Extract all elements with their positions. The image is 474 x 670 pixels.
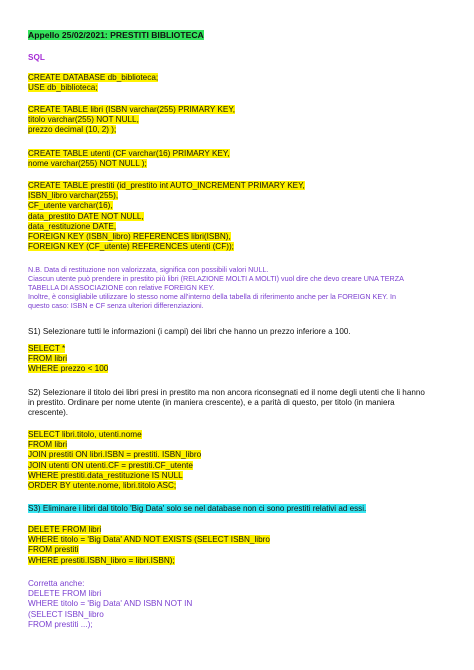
answer-s3-block: [28, 525, 454, 566]
code-line: WHERE prezzo < 100: [28, 364, 109, 374]
code-line: SELECT *: [28, 344, 66, 353]
question-s2-line: crescente).: [28, 408, 69, 418]
create-table-libri-block: [28, 105, 454, 136]
code-line: JOIN utenti ON utenti.CF = prestiti.CF_utente: [28, 460, 193, 470]
create-table-utenti-block: [28, 149, 454, 169]
code-line: CREATE TABLE libri (ISBN varchar(255) PRIMARY KEY,: [28, 105, 236, 114]
correction-line: (SELECT ISBN_libro: [28, 609, 104, 619]
code-line: WHERE prestiti.ISBN_libro = libri.ISBN);: [28, 555, 175, 565]
code-line: ORDER BY utente.nome, libri.titolo ASC;: [28, 481, 177, 491]
question-s3-text: S3) Eliminare i libri dal titolo 'Big Data' solo se nel database non ci sono prestiti relativi ad essi.: [28, 504, 367, 513]
note-line: TABELLA DI ASSOCIAZIONE con relative FOREIGN KEY.: [28, 283, 215, 293]
correction-line: WHERE titolo = 'Big Data' AND ISBN NOT IN: [28, 599, 193, 609]
code-line: FOREIGN KEY (CF_utente) REFERENCES utenti (CF));: [28, 242, 234, 252]
correction-line: DELETE FROM libri: [28, 589, 102, 599]
question-s1: [28, 327, 454, 337]
document-title-block: [28, 30, 454, 40]
correction-line: Corretta anche:: [28, 579, 85, 588]
question-s2-line: in prestito. Ordinare per nome utente (in maniera crescente), e a parità di questo, per titolo (in maniera: [28, 398, 395, 408]
code-line: SELECT libri.titolo, utenti.nome: [28, 430, 142, 439]
code-line: FROM libri: [28, 354, 68, 364]
code-line: CREATE TABLE utenti (CF varchar(16) PRIMARY KEY,: [28, 149, 230, 158]
sql-label-block: [28, 53, 454, 63]
correction-line: FROM prestiti ...);: [28, 619, 93, 629]
code-line: titolo varchar(255) NOT NULL,: [28, 115, 139, 125]
question-s2-line: S2) Selezionare il titolo dei libri presi in prestito ma non ancora riconsegnati ed il nome degli utenti che li hanno: [28, 388, 425, 397]
code-line: prezzo decimal (10, 2) );: [28, 125, 117, 135]
note-block: [28, 265, 454, 310]
code-line: CF_utente varchar(16),: [28, 201, 113, 211]
code-line: FROM libri: [28, 440, 68, 450]
code-line: FROM prestiti: [28, 545, 79, 555]
code-line: data_restituzione DATE,: [28, 221, 117, 231]
note-line: N.B. Data di restituzione non valorizzata, significa con possibili valori NULL.: [28, 265, 269, 274]
code-line: data_prestito DATE NOT NULL,: [28, 211, 144, 221]
code-line: USE db_biblioteca;: [28, 83, 98, 93]
code-line: WHERE prestiti.data_restituzione IS NULL: [28, 470, 183, 480]
code-line: nome varchar(255) NOT NULL );: [28, 159, 147, 169]
question-s3: [28, 504, 454, 514]
code-line: ISBN_libro varchar(255),: [28, 191, 119, 201]
question-s1-text: S1) Selezionare tutti le informazioni (i campi) dei libri che hanno un prezzo inferiore a 100.: [28, 327, 351, 336]
note-line: Inoltre, è consigliabile utilizzare lo stesso nome all'interno della tabella di riferimento anche per la FOREIGN KEY. In: [28, 292, 396, 302]
create-database-block: [28, 73, 454, 93]
sql-label: SQL: [28, 53, 45, 62]
answer-s2-block: [28, 430, 454, 491]
answer-s1-block: [28, 344, 454, 375]
code-line: JOIN prestiti ON libri.ISBN = prestiti. ISBN_libro: [28, 450, 202, 460]
code-line: DELETE FROM libri: [28, 525, 102, 534]
code-line: WHERE titolo = 'Big Data' AND NOT EXISTS (SELECT ISBN_libro: [28, 535, 270, 545]
note-line: Ciascun utente può prendere in prestito più libri (RELAZIONE MOLTI A MOLTI) vuol dire che devo creare UNA TERZA: [28, 274, 404, 284]
question-s2: [28, 388, 454, 419]
code-line: FOREIGN KEY (ISBN_libro) REFERENCES libri(ISBN),: [28, 232, 231, 242]
code-line: CREATE TABLE prestiti (id_prestito int AUTO_INCREMENT PRIMARY KEY,: [28, 181, 305, 190]
correction-block: [28, 579, 454, 630]
create-table-prestiti-block: [28, 181, 454, 252]
document-title: Appello 25/02/2021: PRESTITI BIBLIOTECA: [28, 30, 204, 40]
code-line: CREATE DATABASE db_biblioteca;: [28, 73, 159, 82]
note-line: questo caso: ISBN e CF senza ulteriori differenziazioni.: [28, 301, 204, 311]
